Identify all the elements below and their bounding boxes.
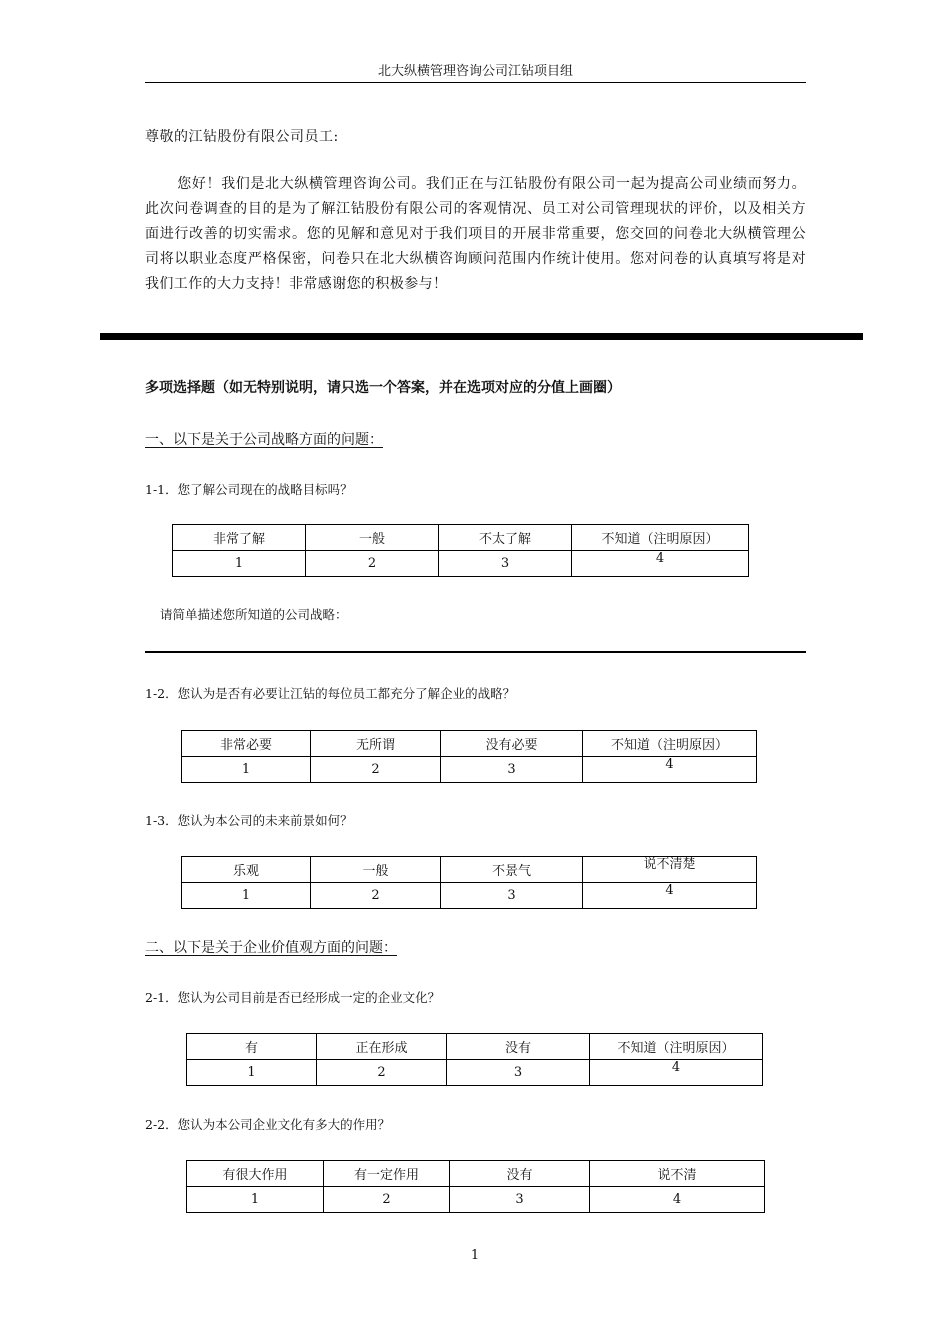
question-1-2: 1-2．您认为是否有必要让江钻的每位员工都充分了解企业的战略？ <box>145 686 516 701</box>
option-label[interactable]: 没有必要 <box>441 731 583 757</box>
option-label[interactable]: 不知道（注明原因） <box>583 731 757 757</box>
option-label[interactable]: 非常必要 <box>182 731 311 757</box>
option-score[interactable]: 3 <box>441 883 583 909</box>
option-label[interactable]: 有 <box>187 1034 317 1060</box>
option-label[interactable]: 正在形成 <box>317 1034 447 1060</box>
option-score[interactable]: 4 <box>590 1187 765 1213</box>
options-table-1-1 <box>172 524 749 577</box>
option-score[interactable]: 4 <box>583 757 757 783</box>
page-header: 北大纵横管理咨询公司江钻项目组 <box>145 62 806 83</box>
scores-row <box>182 883 757 909</box>
options-row <box>173 525 749 551</box>
section-title-values: 二、以下是关于企业价值观方面的问题： <box>145 940 397 956</box>
intro-paragraph <box>145 172 806 297</box>
option-label[interactable]: 无所谓 <box>311 731 441 757</box>
option-score[interactable]: 4 <box>583 883 757 909</box>
options-table-1-2 <box>181 730 757 783</box>
scores-row <box>187 1060 763 1086</box>
answer-line[interactable] <box>145 651 806 653</box>
option-score[interactable]: 2 <box>311 757 441 783</box>
option-label[interactable]: 说不清 <box>590 1161 765 1187</box>
option-label[interactable]: 一般 <box>311 857 441 883</box>
option-score[interactable]: 2 <box>317 1060 447 1086</box>
option-label[interactable]: 没有 <box>450 1161 590 1187</box>
option-label[interactable]: 一般 <box>306 525 439 551</box>
option-label[interactable]: 不太了解 <box>439 525 572 551</box>
options-table-2-2 <box>186 1160 765 1213</box>
scores-row <box>173 551 749 577</box>
option-label[interactable]: 乐观 <box>182 857 311 883</box>
scores-row <box>187 1187 765 1213</box>
options-row <box>187 1034 763 1060</box>
option-label[interactable]: 非常了解 <box>173 525 306 551</box>
section-divider <box>100 333 863 340</box>
options-row <box>182 731 757 757</box>
option-label[interactable]: 不景气 <box>441 857 583 883</box>
options-table-2-1 <box>186 1033 763 1086</box>
option-score[interactable]: 2 <box>306 551 439 577</box>
options-row <box>182 857 757 883</box>
option-score[interactable]: 1 <box>187 1187 324 1213</box>
option-score[interactable]: 3 <box>450 1187 590 1213</box>
page-number: 1 <box>470 1248 480 1263</box>
instruction-heading: 多项选择题（如无特别说明，请只选一个答案，并在选项对应的分值上画圈） <box>145 380 621 396</box>
option-label[interactable]: 说不清楚 <box>583 857 757 883</box>
option-score[interactable]: 3 <box>439 551 572 577</box>
option-score[interactable]: 3 <box>441 757 583 783</box>
option-score[interactable]: 1 <box>182 883 311 909</box>
option-label[interactable]: 有一定作用 <box>324 1161 450 1187</box>
option-label[interactable]: 有很大作用 <box>187 1161 324 1187</box>
question-2-1: 2-1．您认为公司目前是否已经形成一定的企业文化？ <box>145 990 441 1005</box>
options-row <box>187 1161 765 1187</box>
option-score[interactable]: 1 <box>182 757 311 783</box>
option-score[interactable]: 3 <box>447 1060 590 1086</box>
intro-text: 您好！我们是北大纵横管理咨询公司。我们正在与江钻股份有限公司一起为提高公司业绩而努力。此次问卷调查的目的是为了解江钻股份有限公司的客观情况、员工对公司管理现状的评价，以及相关方面进行改善的切实需求。您的见解和意见对于我们项目的开展非常重要，您交回的问卷北大纵横管理公司将以职业态度严格保密，问卷只在北大纵横咨询顾问范围内作统计使用。您对问卷的认真填写将是对我们工作的大力支持！非常感谢您的积极参与！ <box>145 176 806 292</box>
option-label[interactable]: 不知道（注明原因） <box>572 525 749 551</box>
option-score[interactable]: 2 <box>324 1187 450 1213</box>
question-2-2: 2-2．您认为本公司企业文化有多大的作用？ <box>145 1117 391 1132</box>
option-label[interactable]: 没有 <box>447 1034 590 1060</box>
option-score[interactable]: 4 <box>590 1060 763 1086</box>
salutation: 尊敬的江钻股份有限公司员工: <box>145 129 339 145</box>
options-table-1-3 <box>181 856 757 909</box>
option-score[interactable]: 2 <box>311 883 441 909</box>
option-score[interactable]: 4 <box>572 551 749 577</box>
strategy-description-prompt: 请简单描述您所知道的公司战略： <box>160 607 348 622</box>
scores-row <box>182 757 757 783</box>
option-label[interactable]: 不知道（注明原因） <box>590 1034 763 1060</box>
section-title-strategy: 一、以下是关于公司战略方面的问题： <box>145 432 383 448</box>
question-1-1: 1-1．您了解公司现在的战略目标吗？ <box>145 482 353 497</box>
option-score[interactable]: 1 <box>187 1060 317 1086</box>
question-1-3: 1-3．您认为本公司的未来前景如何？ <box>145 813 353 828</box>
option-score[interactable]: 1 <box>173 551 306 577</box>
